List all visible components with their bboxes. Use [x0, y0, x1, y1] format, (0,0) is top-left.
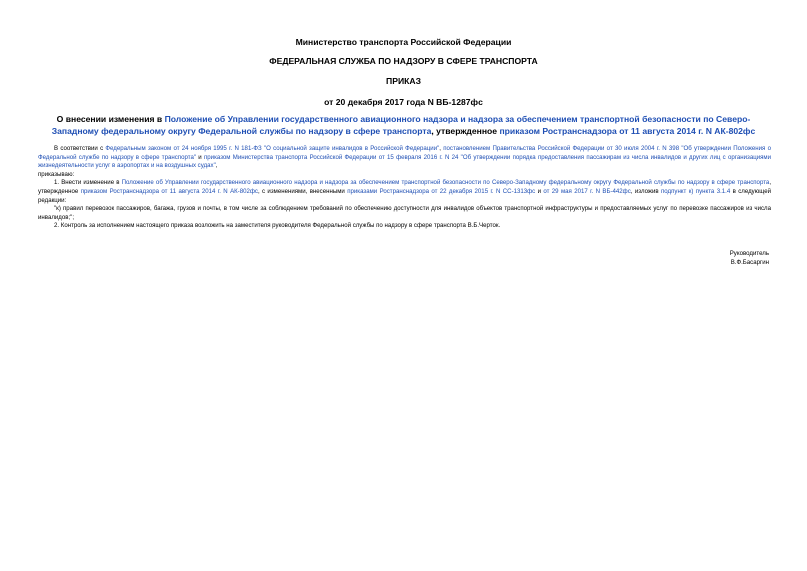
document-subject: [34, 114, 773, 137]
regulation-link[interactable]: Положение об Управлении государственного авиационного надзора и надзора за обеспечением транспортной безопасности по Северо-Западному федеральному округу Федеральной службы по надзору в сфере транспорта: [121, 179, 770, 187]
ministry-order-link[interactable]: приказом Министерства транспорта Российской Федерации от 15 февраля 2016 г. N 24 "Об утверждении порядка предоставления пассажирам из числа инвалидов и других лиц с организациями жизнедеятельности услуг в аэропортах и на воздушных судах": [38, 153, 771, 170]
subject-middle: , утвержденное: [431, 125, 500, 136]
para1-text-1: В соответствии с: [54, 145, 106, 152]
para1-text-2: ,: [439, 145, 444, 152]
paragraph-orders: приказываю:: [38, 170, 75, 178]
federal-law-link[interactable]: Федеральным законом от 24 ноября 1995 г. N 181-ФЗ "О социальной защите инвалидов в Российской Федерации": [105, 145, 440, 152]
para2-text-2: , утвержденное: [38, 179, 772, 195]
para2-text-3: , с изменениями, внесенными: [257, 187, 348, 195]
signature-block: [730, 250, 769, 268]
ministry-name: Министерство транспорта Российской Федерации: [295, 37, 512, 47]
document-date-number: от 20 декабря 2017 года N ВБ-1287фс: [324, 97, 483, 107]
signature-title: Руководитель: [729, 250, 769, 257]
paragraph-control: 2. Контроль за исполнением настоящего приказа возложить на заместителя руководителя Федеральной службы по надзору в сфере транспорта В.Б.Черток.: [54, 222, 501, 230]
subject-prefix: О внесении изменения в: [56, 114, 165, 124]
order-802-link[interactable]: приказом Ространснадзора от 11 августа 2014 г. N АК-802фс: [80, 187, 258, 195]
paragraph-quote: "к) правил перевозок пассажиров, багажа, грузов и почты, в том числе за соблюдением требований по обеспечению доступности для инвалидов объектов транспортной инфраструктуры и предоставляемых услуг по перевозке пассажиров из числа инвалидов;";: [38, 205, 771, 221]
government-resolution-link[interactable]: постановлением Правительства Российской Федерации от 30 июля 2004 г. N 398 "Об утверждении Положения о Федеральной службе по надзору в сфере транспорта": [38, 145, 772, 161]
subject-regulation-link[interactable]: Положение об Управлении государственного авиационного надзора и надзора за обеспечением транспортной безопасности по Северо-Западному федеральному округу Федеральной службы по надзору в сфере транспорта: [51, 114, 751, 136]
para2-text-5: , изложив: [630, 187, 661, 195]
document-kind: ПРИКАЗ: [386, 76, 421, 86]
para1-text-3: и: [196, 153, 204, 161]
signature-name: В.Ф.Басаргин: [730, 258, 769, 266]
para2-text-4: и: [535, 187, 544, 195]
para2-text-1: 1. Внести изменение в: [54, 179, 122, 187]
document-body: [38, 145, 771, 231]
service-name: ФЕДЕРАЛЬНАЯ СЛУЖБА ПО НАДЗОРУ В СФЕРЕ ТРАНСПОРТА: [269, 56, 538, 66]
para1-text-4: ,: [215, 162, 218, 170]
paragraph-amendment: [38, 179, 771, 205]
para2-text-6: в следующей редакции:: [38, 187, 771, 204]
paragraph-basis: [38, 145, 771, 171]
order-1313-link[interactable]: приказами Ространснадзора от 22 декабря 2015 г. N СС-1313фс: [347, 187, 536, 195]
subject-order-link[interactable]: приказом Ространснадзора от 11 августа 2014 г. N АК-802фс: [499, 125, 756, 136]
subparagraph-link[interactable]: подпункт к) пункта 3.1.4: [660, 187, 731, 195]
order-442-link[interactable]: от 29 мая 2017 г. N ВБ-442фс: [543, 187, 631, 195]
